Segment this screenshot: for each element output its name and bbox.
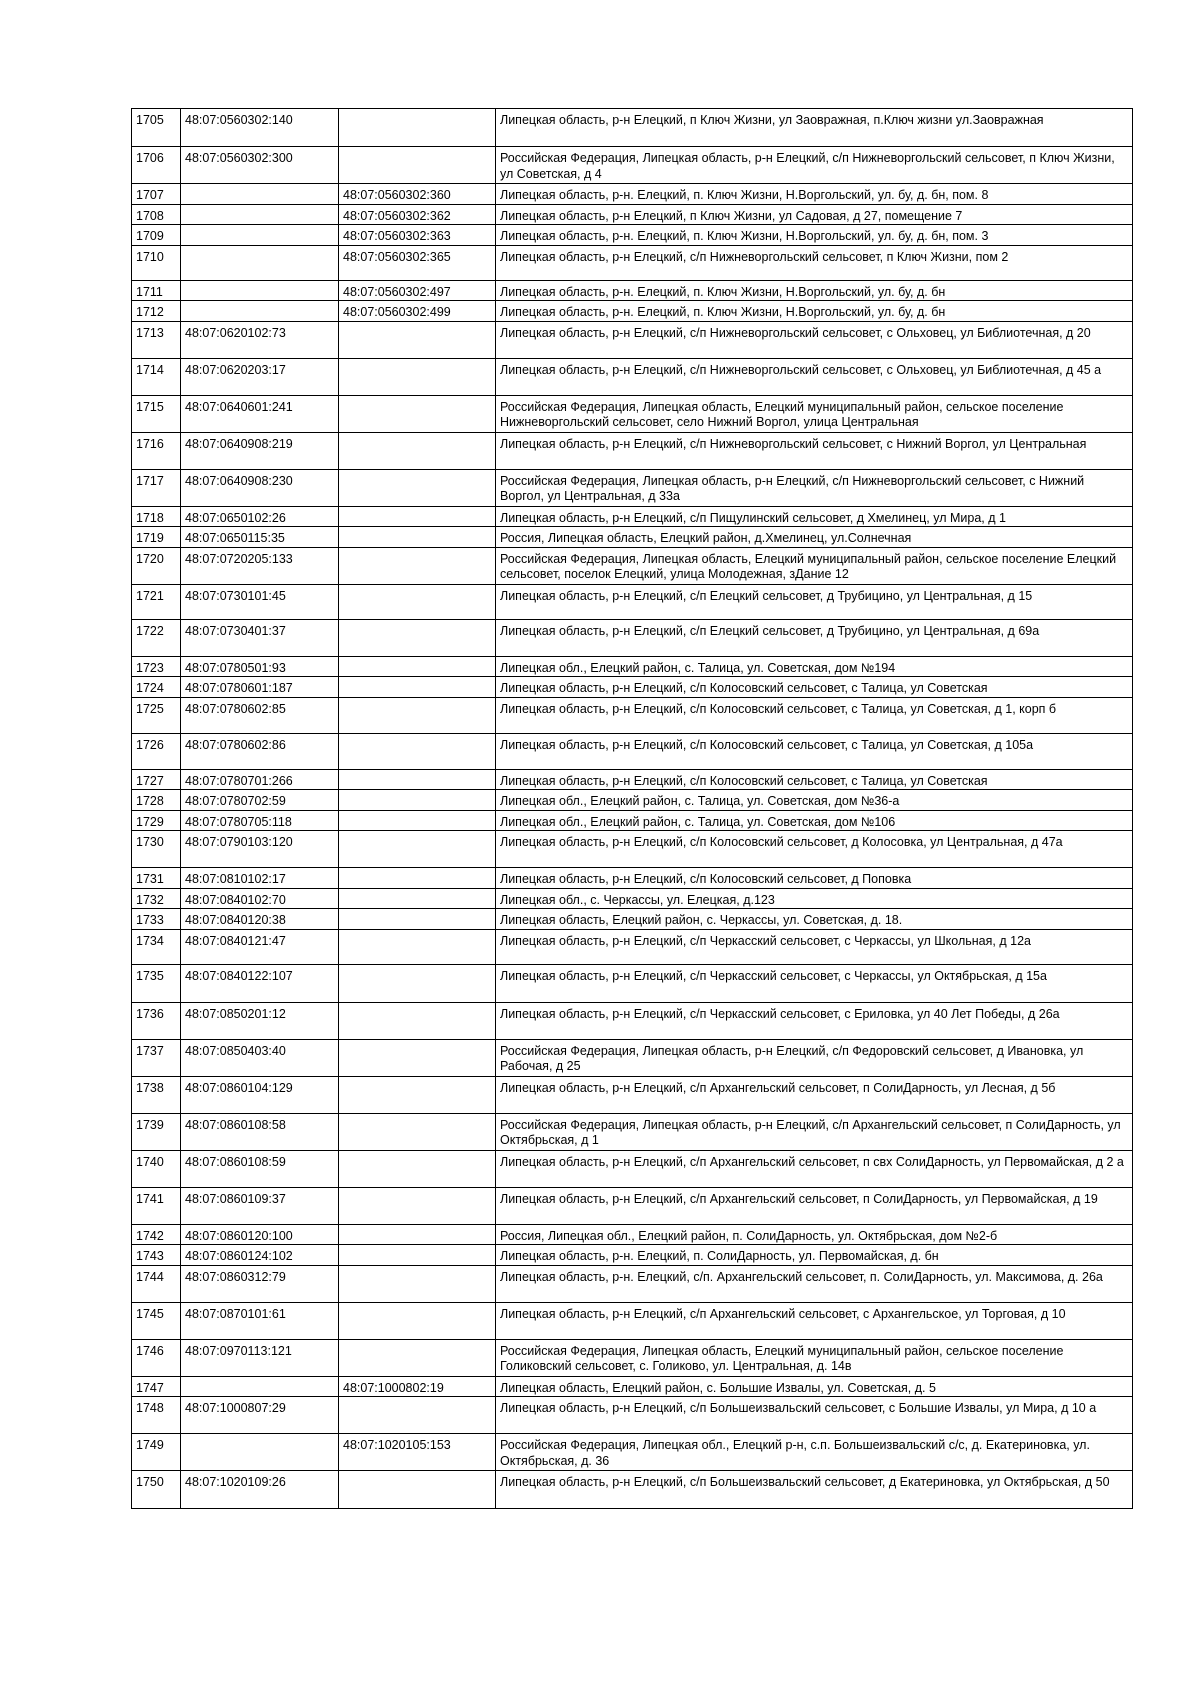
cadastral-number-cell: 48:07:0860120:100 — [181, 1224, 339, 1245]
row-number-cell: 1736 — [132, 1002, 181, 1039]
row-number-cell: 1743 — [132, 1245, 181, 1266]
table-row — [132, 469, 1133, 506]
cadastral-number-cell — [181, 301, 339, 322]
cadastral-number-cell — [181, 225, 339, 246]
cadastral-part-number-cell — [339, 1076, 496, 1113]
cadastral-number-cell: 48:07:0860109:37 — [181, 1187, 339, 1224]
cadastral-part-number-cell — [339, 810, 496, 831]
address-cell: Липецкая область, р-н Елецкий, п Ключ Жизни, ул Садовая, д 27, помещение 7 — [496, 204, 1133, 225]
row-number-cell: 1725 — [132, 697, 181, 733]
address-cell: Липецкая область, Елецкий район, с. Черкассы, ул. Советская, д. 18. — [496, 909, 1133, 930]
cadastral-part-number-cell — [339, 1265, 496, 1302]
row-number-cell: 1714 — [132, 358, 181, 395]
address-cell: Липецкая область, р-н Елецкий, п Ключ Жизни, ул Заовражная, п.Ключ жизни ул.Заовражная — [496, 109, 1133, 147]
table-row — [132, 1339, 1133, 1376]
cadastral-number-cell: 48:07:0560302:140 — [181, 109, 339, 147]
address-cell: Липецкая область, р-н Елецкий, с/п Нижневоргольский сельсовет, с Нижний Воргол, ул Центральная — [496, 432, 1133, 469]
table-row — [132, 321, 1133, 358]
row-number-cell: 1715 — [132, 395, 181, 432]
cadastral-number-cell: 48:07:0730401:37 — [181, 619, 339, 656]
row-number-cell: 1720 — [132, 547, 181, 584]
row-number-cell: 1741 — [132, 1187, 181, 1224]
row-number-cell: 1711 — [132, 280, 181, 301]
cadastral-part-number-cell — [339, 1339, 496, 1376]
cadastral-part-number-cell — [339, 469, 496, 506]
address-cell: Липецкая область, р-н. Елецкий, п. СолиДарность, ул. Первомайская, д. бн — [496, 1245, 1133, 1266]
cadastral-number-cell: 48:07:0870101:61 — [181, 1302, 339, 1339]
cadastral-number-cell: 48:07:0780702:59 — [181, 790, 339, 811]
cadastral-part-number-cell: 48:07:0560302:360 — [339, 184, 496, 205]
row-number-cell: 1733 — [132, 909, 181, 930]
address-cell: Липецкая область, р-н Елецкий, с/п Колосовский сельсовет, д Поповка — [496, 868, 1133, 889]
row-number-cell: 1740 — [132, 1150, 181, 1187]
row-number-cell: 1745 — [132, 1302, 181, 1339]
cadastral-part-number-cell — [339, 584, 496, 619]
cadastral-number-cell: 48:07:0790103:120 — [181, 831, 339, 868]
row-number-cell: 1746 — [132, 1339, 181, 1376]
cadastral-part-number-cell: 48:07:0560302:362 — [339, 204, 496, 225]
cadastral-number-cell — [181, 245, 339, 280]
cadastral-number-cell: 48:07:0840122:107 — [181, 964, 339, 1002]
cadastral-number-cell: 48:07:0780602:86 — [181, 733, 339, 769]
table-row — [132, 204, 1133, 225]
cadastral-number-cell: 48:07:0640601:241 — [181, 395, 339, 432]
address-cell: Российская Федерация, Липецкая область, Елецкий муниципальный район, сельское поселение Елецкий сельсовет, поселок Елецкий, улица Молодежная, зДание 12 — [496, 547, 1133, 584]
cadastral-number-cell: 48:07:0650115:35 — [181, 527, 339, 548]
cadastral-number-cell: 48:07:0780705:118 — [181, 810, 339, 831]
row-number-cell: 1732 — [132, 888, 181, 909]
table-row — [132, 109, 1133, 147]
table-row — [132, 358, 1133, 395]
cadastral-number-cell: 48:07:1020109:26 — [181, 1471, 339, 1509]
address-cell: Липецкая область, р-н Елецкий, с/п Большеизвальский сельсовет, с Большие Извалы, ул Мира, д 10 а — [496, 1397, 1133, 1434]
table-row — [132, 547, 1133, 584]
address-cell: Липецкая область, р-н. Елецкий, п. Ключ Жизни, Н.Воргольский, ул. бу, д. бн, пом. 3 — [496, 225, 1133, 246]
table-row — [132, 619, 1133, 656]
cadastral-number-cell: 48:07:0620102:73 — [181, 321, 339, 358]
address-cell: Липецкая область, р-н Елецкий, с/п Архангельский сельсовет, с Архангельское, ул Торговая, д 10 — [496, 1302, 1133, 1339]
table-row — [132, 677, 1133, 698]
cadastral-part-number-cell — [339, 1187, 496, 1224]
table-row — [132, 1224, 1133, 1245]
address-cell: Липецкая область, р-н Елецкий, с/п Колосовский сельсовет, с Талица, ул Советская, д 105а — [496, 733, 1133, 769]
address-cell: Россия, Липецкая обл., Елецкий район, п. СолиДарность, ул. Октябрьская, дом №2-б — [496, 1224, 1133, 1245]
cadastral-part-number-cell: 48:07:0560302:363 — [339, 225, 496, 246]
cadastral-part-number-cell — [339, 506, 496, 527]
table-row — [132, 810, 1133, 831]
row-number-cell: 1709 — [132, 225, 181, 246]
row-number-cell: 1728 — [132, 790, 181, 811]
table-row — [132, 1376, 1133, 1397]
row-number-cell: 1749 — [132, 1434, 181, 1471]
table-row — [132, 831, 1133, 868]
row-number-cell: 1723 — [132, 656, 181, 677]
address-cell: Липецкая область, р-н Елецкий, с/п Черкасский сельсовет, с Черкассы, ул Октябрьская, д 15а — [496, 964, 1133, 1002]
cadastral-number-cell: 48:07:0970113:121 — [181, 1339, 339, 1376]
cadastral-part-number-cell — [339, 1224, 496, 1245]
cadastral-part-number-cell — [339, 733, 496, 769]
row-number-cell: 1744 — [132, 1265, 181, 1302]
cadastral-part-number-cell — [339, 656, 496, 677]
address-cell: Российская Федерация, Липецкая область, р-н Елецкий, с/п Федоровский сельсовет, д Ивановка, ул Рабочая, д 25 — [496, 1039, 1133, 1076]
row-number-cell: 1719 — [132, 527, 181, 548]
cadastral-part-number-cell — [339, 888, 496, 909]
address-cell: Липецкая область, Елецкий район, с. Большие Извалы, ул. Советская, д. 5 — [496, 1376, 1133, 1397]
row-number-cell: 1717 — [132, 469, 181, 506]
cadastral-part-number-cell — [339, 1245, 496, 1266]
table-row — [132, 1002, 1133, 1039]
address-cell: Липецкая область, р-н. Елецкий, п. Ключ Жизни, Н.Воргольский, ул. бу, д. бн — [496, 280, 1133, 301]
cadastral-number-cell — [181, 280, 339, 301]
row-number-cell: 1739 — [132, 1113, 181, 1150]
cadastral-number-cell: 48:07:0810102:17 — [181, 868, 339, 889]
address-cell: Липецкая область, р-н Елецкий, с/п Архангельский сельсовет, п СолиДарность, ул Лесная, д 5б — [496, 1076, 1133, 1113]
address-cell: Липецкая область, р-н. Елецкий, с/п. Архангельский сельсовет, п. СолиДарность, ул. Максимова, д. 26а — [496, 1265, 1133, 1302]
cadastral-part-number-cell — [339, 964, 496, 1002]
address-cell: Липецкая область, р-н Елецкий, с/п Колосовский сельсовет, с Талица, ул Советская — [496, 769, 1133, 790]
cadastral-part-number-cell — [339, 769, 496, 790]
address-cell: Российская Федерация, Липецкая область, р-н Елецкий, с/п Архангельский сельсовет, п СолиДарность, ул Октябрьская, д 1 — [496, 1113, 1133, 1150]
address-cell: Российская Федерация, Липецкая область, Елецкий муниципальный район, сельское поселение Голиковский сельсовет, с. Голиково, ул. Центральная, д. 14в — [496, 1339, 1133, 1376]
address-cell: Российская Федерация, Липецкая обл., Елецкий р-н, с.п. Большеизвальский с/с, д. Екатериновка, ул. Октябрьская, д. 36 — [496, 1434, 1133, 1471]
cadastral-number-cell: 48:07:0560302:300 — [181, 147, 339, 184]
table-row — [132, 1150, 1133, 1187]
table-row — [132, 506, 1133, 527]
table-row — [132, 147, 1133, 184]
table-row — [132, 395, 1133, 432]
cadastral-number-cell: 48:07:0860108:59 — [181, 1150, 339, 1187]
row-number-cell: 1708 — [132, 204, 181, 225]
cadastral-part-number-cell — [339, 547, 496, 584]
table-row — [132, 1187, 1133, 1224]
row-number-cell: 1722 — [132, 619, 181, 656]
cadastral-number-cell: 48:07:0840121:47 — [181, 929, 339, 964]
cadastral-part-number-cell — [339, 527, 496, 548]
address-cell: Липецкая область, р-н Елецкий, с/п Нижневоргольский сельсовет, п Ключ Жизни, пом 2 — [496, 245, 1133, 280]
table-row — [132, 1076, 1133, 1113]
row-number-cell: 1707 — [132, 184, 181, 205]
address-cell: Липецкая обл., Елецкий район, с. Талица, ул. Советская, дом №106 — [496, 810, 1133, 831]
cadastral-part-number-cell: 48:07:1020105:153 — [339, 1434, 496, 1471]
table-row — [132, 280, 1133, 301]
cadastral-number-cell: 48:07:0850403:40 — [181, 1039, 339, 1076]
address-cell: Российская Федерация, Липецкая область, р-н Елецкий, с/п Нижневоргольский сельсовет, с Нижний Воргол, ул Центральная, д 33а — [496, 469, 1133, 506]
cadastral-part-number-cell — [339, 109, 496, 147]
table-row — [132, 245, 1133, 280]
table-row — [132, 733, 1133, 769]
row-number-cell: 1747 — [132, 1376, 181, 1397]
cadastral-part-number-cell — [339, 868, 496, 889]
table-row — [132, 527, 1133, 548]
row-number-cell: 1716 — [132, 432, 181, 469]
table-row — [132, 1397, 1133, 1434]
address-cell: Липецкая область, р-н Елецкий, с/п Колосовский сельсовет, с Талица, ул Советская — [496, 677, 1133, 698]
cadastral-part-number-cell — [339, 1150, 496, 1187]
row-number-cell: 1750 — [132, 1471, 181, 1509]
cadastral-number-cell — [181, 204, 339, 225]
address-cell: Липецкая область, р-н Елецкий, с/п Большеизвальский сельсовет, д Екатериновка, ул Октябрьская, д 50 — [496, 1471, 1133, 1509]
table-row — [132, 1471, 1133, 1509]
cadastral-number-cell — [181, 184, 339, 205]
table-row — [132, 697, 1133, 733]
cadastral-part-number-cell — [339, 1471, 496, 1509]
table-row — [132, 1113, 1133, 1150]
table-row — [132, 584, 1133, 619]
cadastral-number-cell: 48:07:0860312:79 — [181, 1265, 339, 1302]
row-number-cell: 1734 — [132, 929, 181, 964]
table-row — [132, 1434, 1133, 1471]
table-row — [132, 964, 1133, 1002]
row-number-cell: 1713 — [132, 321, 181, 358]
cadastral-part-number-cell — [339, 697, 496, 733]
table-row — [132, 432, 1133, 469]
table-row — [132, 1039, 1133, 1076]
cadastral-number-cell: 48:07:0840120:38 — [181, 909, 339, 930]
cadastral-part-number-cell — [339, 1039, 496, 1076]
cadastral-number-cell: 48:07:0650102:26 — [181, 506, 339, 527]
cadastral-number-cell: 48:07:0730101:45 — [181, 584, 339, 619]
table-row — [132, 888, 1133, 909]
address-cell: Россия, Липецкая область, Елецкий район, д.Хмелинец, ул.Солнечная — [496, 527, 1133, 548]
cadastral-part-number-cell: 48:07:1000802:19 — [339, 1376, 496, 1397]
cadastral-part-number-cell — [339, 321, 496, 358]
cadastral-number-cell: 48:07:0860124:102 — [181, 1245, 339, 1266]
address-cell: Липецкая обл., Елецкий район, с. Талица, ул. Советская, дом №36-а — [496, 790, 1133, 811]
table-row — [132, 1302, 1133, 1339]
table-row — [132, 909, 1133, 930]
cadastral-part-number-cell — [339, 432, 496, 469]
row-number-cell: 1731 — [132, 868, 181, 889]
cadastral-number-cell: 48:07:0840102:70 — [181, 888, 339, 909]
address-cell: Липецкая область, р-н Елецкий, с/п Черкасский сельсовет, с Ериловка, ул 40 Лет Победы, д 26а — [496, 1002, 1133, 1039]
cadastral-part-number-cell — [339, 677, 496, 698]
row-number-cell: 1705 — [132, 109, 181, 147]
cadastral-number-cell: 48:07:1000807:29 — [181, 1397, 339, 1434]
cadastral-part-number-cell — [339, 619, 496, 656]
cadastral-number-cell: 48:07:0640908:230 — [181, 469, 339, 506]
cadastral-part-number-cell — [339, 1113, 496, 1150]
address-cell: Липецкая область, р-н Елецкий, с/п Нижневоргольский сельсовет, с Ольховец, ул Библиотечная, д 20 — [496, 321, 1133, 358]
address-cell: Липецкая область, р-н Елецкий, с/п Архангельский сельсовет, п свх СолиДарность, ул Первомайская, д 2 а — [496, 1150, 1133, 1187]
cadastral-number-cell: 48:07:0780501:93 — [181, 656, 339, 677]
address-cell: Липецкая область, р-н Елецкий, с/п Пищулинский сельсовет, д Хмелинец, ул Мира, д 1 — [496, 506, 1133, 527]
row-number-cell: 1706 — [132, 147, 181, 184]
table-row — [132, 225, 1133, 246]
address-cell: Липецкая область, р-н Елецкий, с/п Архангельский сельсовет, п СолиДарность, ул Первомайская, д 19 — [496, 1187, 1133, 1224]
address-cell: Российская Федерация, Липецкая область, р-н Елецкий, с/п Нижневоргольский сельсовет, п Ключ Жизни, ул Советская, д 4 — [496, 147, 1133, 184]
cadastral-number-cell: 48:07:0780602:85 — [181, 697, 339, 733]
address-cell: Липецкая область, р-н Елецкий, с/п Колосовский сельсовет, с Талица, ул Советская, д 1, корп б — [496, 697, 1133, 733]
table-row — [132, 184, 1133, 205]
table-row — [132, 769, 1133, 790]
table-row — [132, 1265, 1133, 1302]
row-number-cell: 1742 — [132, 1224, 181, 1245]
cadastral-number-cell: 48:07:0860104:129 — [181, 1076, 339, 1113]
row-number-cell: 1727 — [132, 769, 181, 790]
address-cell: Липецкая область, р-н Елецкий, с/п Колосовский сельсовет, д Колосовка, ул Центральная, д 47а — [496, 831, 1133, 868]
cadastral-number-cell: 48:07:0640908:219 — [181, 432, 339, 469]
table-row — [132, 790, 1133, 811]
cadastral-part-number-cell: 48:07:0560302:365 — [339, 245, 496, 280]
row-number-cell: 1721 — [132, 584, 181, 619]
cadastral-part-number-cell — [339, 1397, 496, 1434]
registry-table-body — [132, 109, 1133, 1509]
cadastral-part-number-cell: 48:07:0560302:497 — [339, 280, 496, 301]
address-cell: Российская Федерация, Липецкая область, Елецкий муниципальный район, сельское поселение Нижневоргольский сельсовет, село Нижний Воргол, улица Центральная — [496, 395, 1133, 432]
row-number-cell: 1718 — [132, 506, 181, 527]
cadastral-number-cell: 48:07:0780601:187 — [181, 677, 339, 698]
table-row — [132, 929, 1133, 964]
row-number-cell: 1726 — [132, 733, 181, 769]
cadastral-number-cell: 48:07:0780701:266 — [181, 769, 339, 790]
table-row — [132, 868, 1133, 889]
row-number-cell: 1738 — [132, 1076, 181, 1113]
row-number-cell: 1712 — [132, 301, 181, 322]
cadastral-part-number-cell — [339, 909, 496, 930]
row-number-cell: 1735 — [132, 964, 181, 1002]
cadastral-part-number-cell — [339, 358, 496, 395]
cadastral-part-number-cell — [339, 929, 496, 964]
table-row — [132, 1245, 1133, 1266]
address-cell: Липецкая область, р-н. Елецкий, п. Ключ Жизни, Н.Воргольский, ул. бу, д. бн — [496, 301, 1133, 322]
row-number-cell: 1724 — [132, 677, 181, 698]
address-cell: Липецкая обл., с. Черкассы, ул. Елецкая, д.123 — [496, 888, 1133, 909]
cadastral-part-number-cell — [339, 831, 496, 868]
address-cell: Липецкая область, р-н. Елецкий, п. Ключ Жизни, Н.Воргольский, ул. бу, д. бн, пом. 8 — [496, 184, 1133, 205]
table-row — [132, 301, 1133, 322]
row-number-cell: 1737 — [132, 1039, 181, 1076]
registry-table — [131, 108, 1133, 1509]
cadastral-part-number-cell — [339, 395, 496, 432]
cadastral-part-number-cell — [339, 1302, 496, 1339]
row-number-cell: 1730 — [132, 831, 181, 868]
cadastral-number-cell: 48:07:0860108:58 — [181, 1113, 339, 1150]
table-row — [132, 656, 1133, 677]
cadastral-part-number-cell — [339, 147, 496, 184]
address-cell: Липецкая область, р-н Елецкий, с/п Елецкий сельсовет, д Трубицино, ул Центральная, д 15 — [496, 584, 1133, 619]
cadastral-number-cell: 48:07:0720205:133 — [181, 547, 339, 584]
cadastral-number-cell — [181, 1434, 339, 1471]
cadastral-part-number-cell — [339, 1002, 496, 1039]
address-cell: Липецкая область, р-н Елецкий, с/п Елецкий сельсовет, д Трубицино, ул Центральная, д 69а — [496, 619, 1133, 656]
address-cell: Липецкая область, р-н Елецкий, с/п Нижневоргольский сельсовет, с Ольховец, ул Библиотечная, д 45 а — [496, 358, 1133, 395]
row-number-cell: 1710 — [132, 245, 181, 280]
cadastral-number-cell: 48:07:0850201:12 — [181, 1002, 339, 1039]
address-cell: Липецкая обл., Елецкий район, с. Талица, ул. Советская, дом №194 — [496, 656, 1133, 677]
address-cell: Липецкая область, р-н Елецкий, с/п Черкасский сельсовет, с Черкассы, ул Школьная, д 12а — [496, 929, 1133, 964]
cadastral-number-cell: 48:07:0620203:17 — [181, 358, 339, 395]
row-number-cell: 1748 — [132, 1397, 181, 1434]
cadastral-part-number-cell — [339, 790, 496, 811]
row-number-cell: 1729 — [132, 810, 181, 831]
cadastral-part-number-cell: 48:07:0560302:499 — [339, 301, 496, 322]
cadastral-number-cell — [181, 1376, 339, 1397]
